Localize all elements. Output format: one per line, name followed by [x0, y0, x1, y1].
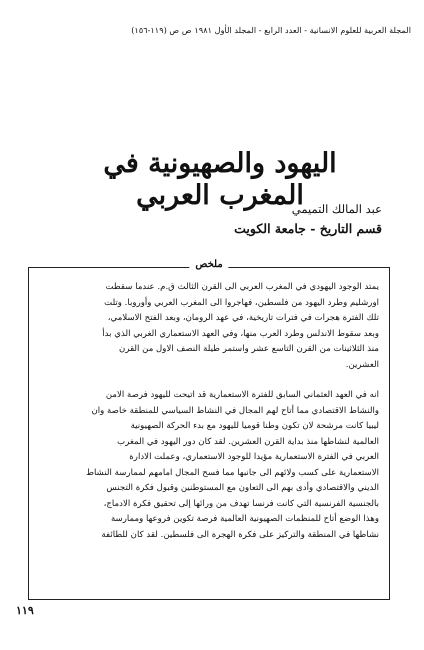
abstract-line: تلك الفترة هجرات في فترات تاريخية، في عهد الرومان، وبعد الفتح الاسلامي،: [107, 313, 379, 323]
abstract-label: ملخص: [189, 259, 228, 270]
abstract-line: وبعد سقوط الاندلس وطرد العرب منها، وفي العهد الاستعماري الغربي الذي بدأ: [102, 328, 379, 339]
abstract-line: منذ الثلاثينات من القرن التاسع عشر واستمر طيلة النصف الاول من القرن: [119, 344, 379, 354]
abstract-box: [28, 259, 390, 600]
abstract-line: وهذا الوضع أتاح للمنظمات الصهيونية العالمية فرصة تكوين فروعها وممارسة: [110, 514, 379, 524]
abstract-line: ليبيا كانت مرشحة لان تكون وطنا قوميا لليهود مع بدء الحركة الصهيونية: [130, 421, 379, 431]
running-header: المجلة العربية للعلوم الانسانية - العدد الرابع - المجلد الأول ١٩٨١ ص ص (١١٩-١٥٦): [131, 25, 411, 35]
abstract-line: العشرين.: [345, 359, 379, 370]
abstract-line: يمتد الوجود اليهودي في المغرب العربي الى القرن الثالث ق.م. عندما سقطت: [105, 282, 379, 292]
article-title: اليهود والصهيونية في المغرب العربي: [103, 148, 337, 211]
author-name: عبد المالك التميمي: [291, 202, 382, 216]
abstract-line: العربي في الفترة الاستعمارية مؤيدا للوجود الاستعماري، وعملت الادارة: [129, 452, 379, 462]
abstract-line: بالجنسية الفرنسية التي كانت فرنسا تهدف من ورائها إلى تحقيق فكرة الادماج،: [103, 498, 379, 509]
abstract-line: العالمية لنشاطها منذ بداية القرن العشرين. لقد كان دور اليهود في المغرب: [117, 436, 379, 447]
abstract-line: الاستعمارية على كسب ولائهم الى جانبها مما فسح المجال امامهم لممارسة النشاط: [86, 467, 379, 478]
abstract-paragraph-2: [39, 388, 379, 543]
abstract-line: اورشليم وطرد اليهود من فلسطين، فهاجروا الى المغرب العربي وأوروبا. وتلت: [104, 297, 379, 308]
abstract-line: نشاطها في المنطقة والتركيز على فكرة الهجرة الى فلسطين. لقد كان للطائفة: [101, 529, 379, 540]
abstract-line: والنشاط الاقتصادي مما أتاح لهم المجال في النشاط السياسي للمنطقة خاصة وان: [91, 405, 379, 416]
abstract-line: الديني والاقتصادي وأدى بهم الى التعاون مع المستوطنين وقبول فكرة التجنس: [106, 483, 379, 493]
author-affiliation: قسم التاريخ - جامعة الكويت: [234, 221, 382, 236]
abstract-line: انه في العهد العثماني السابق للفترة الاستعمارية قد اتيحت لليهود فرصة الامن: [105, 390, 379, 400]
page-number: ١١٩: [16, 604, 34, 617]
abstract-paragraph-1: [39, 280, 379, 373]
